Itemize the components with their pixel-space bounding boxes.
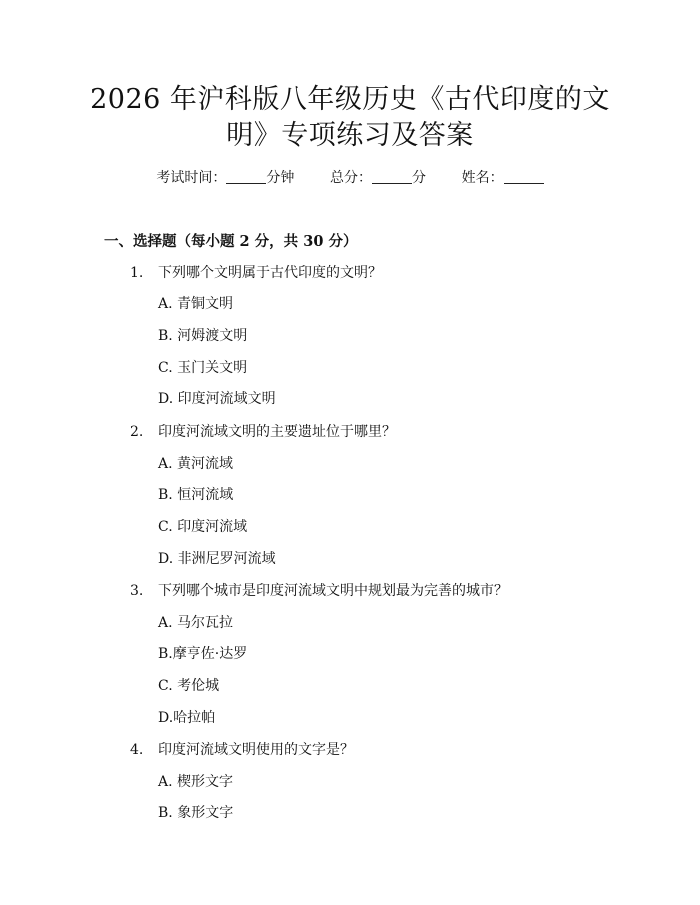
question-text: 印度河流域文明的主要遗址位于哪里？ [158, 424, 396, 440]
question-1 [130, 262, 382, 282]
question-2 [130, 421, 396, 441]
option-1c: C. 玉门关文明 [158, 360, 248, 376]
option-3c: C. 考伦城 [158, 678, 220, 694]
question-text: 下列哪个城市是印度河流域文明中规划最为完善的城市？ [158, 583, 508, 599]
time-unit: 分钟 [266, 170, 295, 186]
document-title-line-2: 明》专项练习及答案 [226, 120, 474, 151]
question-number: 3. [130, 583, 144, 599]
question-text: 印度河流域文明使用的文字是？ [158, 742, 354, 758]
option-1b: B. 河姆渡文明 [158, 328, 248, 344]
question-number: 4. [130, 742, 144, 758]
option-3d: D.哈拉帕 [158, 710, 216, 726]
name-label: 姓名： [461, 170, 504, 186]
option-4a: A. 楔形文字 [158, 774, 234, 790]
score-blank [372, 169, 412, 184]
time-blank [226, 169, 266, 184]
exam-meta [0, 168, 700, 188]
option-3a: A. 马尔瓦拉 [158, 615, 234, 631]
question-number: 2. [130, 424, 144, 440]
question-3 [130, 580, 508, 600]
score-label: 总分： [330, 170, 372, 186]
option-2a: A. 黄河流域 [158, 456, 234, 472]
time-label: 考试时间： [156, 170, 227, 186]
name-blank [504, 169, 544, 184]
document-title-line-1: 2026 年沪科版八年级历史《古代印度的文 [90, 84, 610, 115]
question-text: 下列哪个文明属于古代印度的文明？ [158, 265, 382, 281]
option-3b: B.摩亨佐·达罗 [158, 646, 248, 662]
option-4b: B. 象形文字 [158, 805, 234, 821]
option-1d: D. 印度河流域文明 [158, 391, 276, 407]
section-heading: 一、选择题（每小题 2 分，共 30 分） [104, 233, 358, 250]
option-1a: A. 青铜文明 [158, 296, 234, 312]
option-2d: D. 非洲尼罗河流域 [158, 551, 276, 567]
option-2b: B. 恒河流域 [158, 487, 234, 503]
question-number: 1. [130, 265, 144, 281]
option-2c: C. 印度河流域 [158, 519, 248, 535]
question-4 [130, 739, 354, 759]
score-unit: 分 [412, 170, 426, 186]
